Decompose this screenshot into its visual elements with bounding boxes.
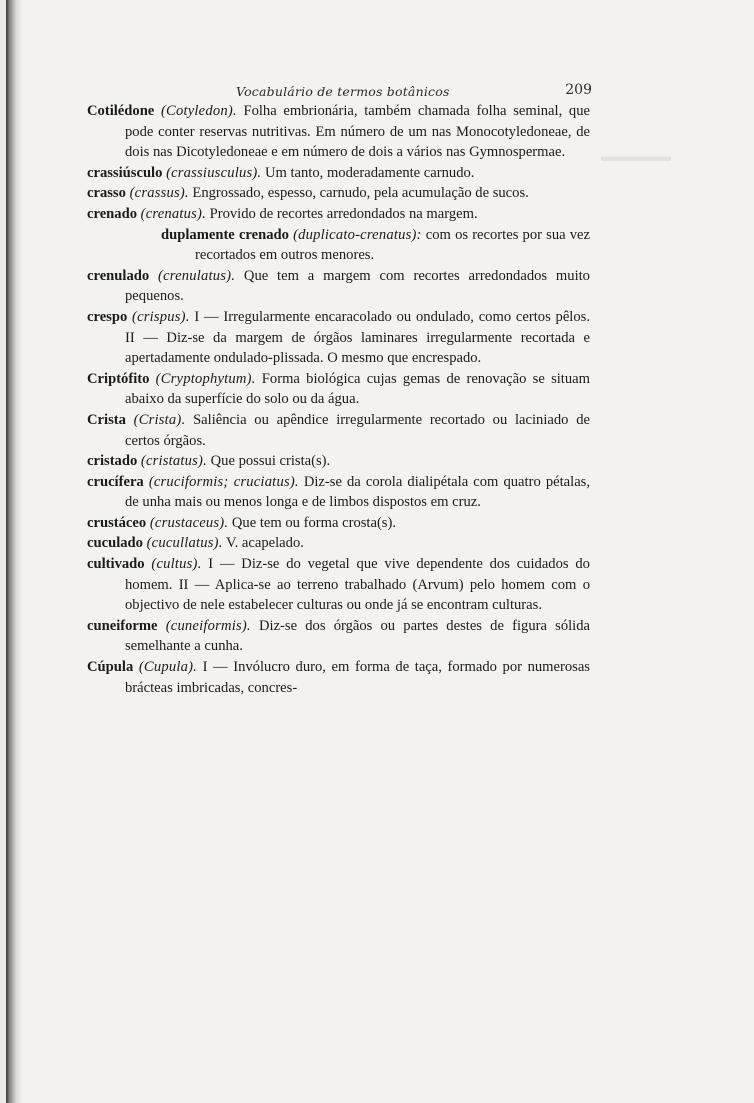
entry-term: cuculado [87,535,143,552]
entry-latin: (cultus). [151,556,202,573]
entry-definition: Diz-se dos órgãos ou partes destes de figura sólida semelhante a cunha. [125,617,590,655]
entry-term: cuneiforme [87,617,158,634]
entry-latin: (crassiusculus). [166,164,262,181]
glossary-text [87,101,590,698]
entry-latin: (Cotyledon). [161,103,237,119]
entry-latin: (crenulatus). [158,267,236,284]
glossary-entry [87,451,590,472]
entry-latin: (cruciformis; cruciatus). [148,473,299,490]
entry-latin: (duplicato-crenatus): [293,226,422,243]
glossary-entry [87,163,590,184]
glossary-entry [87,616,590,657]
entry-term: crespo [87,308,128,325]
book-page [6,0,754,1103]
entry-latin: (Cupula). [138,659,197,676]
entry-latin: (crispus). [132,308,190,325]
entry-term: crenado [87,205,137,222]
entry-definition: Saliência ou apêndice irregularmente recortado ou laciniado de certos órgãos. [125,411,590,449]
glossary-entry [87,657,590,698]
entry-latin: (crustaceus). [149,514,229,531]
page-number: 209 [565,82,592,98]
entry-term: duplamente crenado [161,226,289,243]
entry-definition: Forma biológica cujas gemas de renovação se situam abaixo da superfície do solo ou da água. [125,370,590,408]
entry-latin: (crenatus). [140,205,206,222]
entry-definition: Que tem ou forma crosta(s). [231,514,396,531]
entry-term: crucífera [87,473,144,490]
entry-definition: I — Diz-se do vegetal que vive dependente dos cuidados do homem. II — Aplica-se ao terreno trabalhado (Arvum) pelo homem com o objectivo de nele estabelecer culturas ou onde já se encontram culturas. [125,556,590,614]
entry-term: cultivado [87,556,145,573]
entry-definition: I — Invólucro duro, em forma de taça, formado por numerosas brácteas imbricadas, concres- [125,659,590,696]
entry-definition: Folha embrionária, também chamada folha seminal, que pode conter reservas nutritivas. Em número de um nas Monocotyledoneae, de dois nas Dicotyledoneae e em número de dois a vários nas Gymnospermae. [125,103,590,161]
entry-term: Cotilédone [87,103,155,119]
entry-latin: (Cryptophytum). [155,370,256,387]
entry-definition: V. acapelado. [225,535,304,552]
entry-latin: (cuneiformis). [165,617,251,634]
entry-latin: (cristatus). [140,453,207,470]
entry-definition: Provido de recortes arredondados na margem. [209,205,478,222]
entry-term: crenulado [87,267,150,284]
running-header-title: Vocabulário de termos botânicos [236,84,450,99]
entry-term: Criptófito [87,370,150,387]
entry-term: cristado [87,453,138,470]
entry-latin: (cucullatus). [146,535,223,552]
entry-latin: (Crista). [133,411,186,428]
entry-term: Crista [87,411,126,428]
entry-definition: com os recortes por sua vez recortados em outros menores. [195,226,591,264]
glossary-entry [87,307,590,369]
entry-term: crasso [87,185,126,202]
glossary-subentry [87,225,590,266]
glossary-entry [87,369,590,410]
entry-definition: Que possui crista(s). [210,453,331,470]
glossary-entry [87,554,590,616]
glossary-entry [87,266,590,307]
glossary-entry [87,533,590,554]
entry-definition: I — Irregularmente encaracolado ou ondulado, como certos pêlos. II — Diz-se da margem de órgãos laminares irregularmente recortada e apertadamente ondulado-plissada. O mesmo que encrespado. [125,308,590,367]
entry-term: crustáceo [87,514,147,531]
glossary-entry [87,513,590,534]
entry-definition: Engrossado, espesso, carnudo, pela acumulação de sucos. [192,185,529,202]
show-through-decoration: ▬▬▬▬▬ [601,150,671,165]
entry-term: crassiúsculo [87,164,163,181]
glossary-entry [87,101,590,163]
glossary-entry [87,410,590,451]
glossary-entry [87,183,590,204]
entry-definition: Diz-se da corola dialipétala com quatro pétalas, de unha mais ou menos longa e de limbos dispostos em cruz. [125,473,590,511]
entry-definition: Que tem a margem com recortes arredondados muito pequenos. [125,267,590,305]
entry-term: Cúpula [87,659,134,676]
glossary-entry [87,204,590,225]
entry-latin: (crassus). [129,185,189,202]
page-gutter-shadow [6,0,22,1103]
entry-definition: Um tanto, moderadamente carnudo. [264,164,475,181]
glossary-entry [87,472,590,513]
